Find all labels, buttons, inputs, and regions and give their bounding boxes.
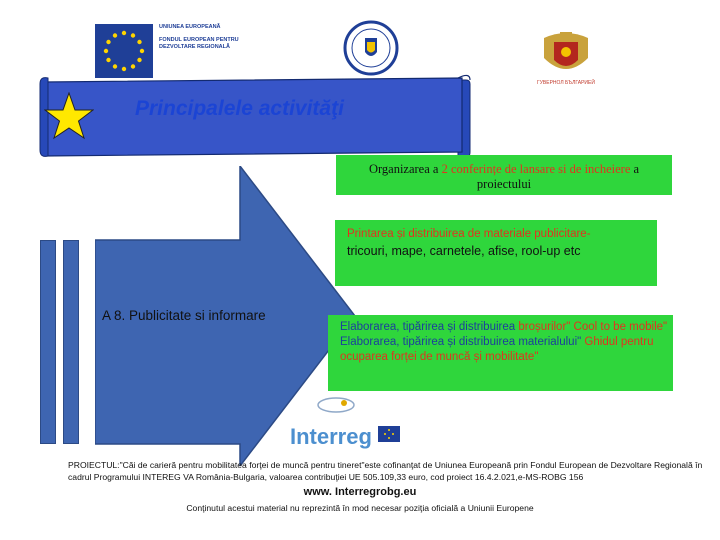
eu-flag-icon: [95, 24, 153, 78]
star-icon: [44, 92, 94, 140]
activity-label: A 8. Publicitate si informare: [102, 308, 266, 323]
activity-box-conferences: [336, 155, 672, 195]
box3-line-a-highlight: broșurilor" Cool to be mobile": [518, 321, 668, 333]
activity-box-brochures: [328, 315, 673, 391]
box1-prefix: Organizarea a: [368, 162, 442, 176]
eu-text-line2: FONDUL EUROPEAN PENTRU: [159, 37, 239, 43]
arrow-tail-bar-1: [40, 240, 56, 444]
box1-line2: proiectului: [476, 177, 532, 191]
box3-line-b-highlight: Ghidul pentru ocuparea forței de muncă și mobilitate": [340, 336, 654, 363]
interreg-logo: [288, 390, 403, 455]
page-title: Principalele activităţi: [135, 97, 344, 120]
box2-line1: Printarea și distribuirea de materiale publicitare-: [347, 228, 591, 240]
box1-suffix: a: [630, 162, 640, 176]
svg-text:Interreg: Interreg: [290, 424, 372, 449]
project-footer-text: PROIECTUL:"Căi de carieră pentru mobilitatea forţei de muncă pentru tineret"este cofinanţat de Uniunea Europeană prin Fondul European de Dezvoltare Regională în cadrul Programului INTEREG VA România-Bulgaria, valoarea contribuţiei UE 505.109,33 euro, cod proiect 16.4.2.021,e-MS-ROBG 156: [68, 460, 703, 482]
box1-highlight: 2 conferințe de lansare si de incheiere: [441, 162, 631, 176]
box2-line2: tricouri, mape, carnetele, afise, rool-up etc: [347, 244, 581, 258]
eu-logo: [95, 22, 255, 78]
box3-line-a-prefix: Elaborarea, tipărirea și distribuirea: [340, 321, 519, 333]
website-link[interactable]: www. Interregrobg.eu: [303, 486, 417, 498]
eu-text-line1: UNIUNEA EUROPEANĂ: [159, 24, 221, 30]
disclaimer-text: Conţinutul acestui material nu reprezintă în mod necesar poziţia oficială a Uniunii Europene: [186, 503, 534, 513]
activity-box-printing: [335, 220, 657, 286]
bulgaria-logo-caption: ГУВЕРНОЛ БЪЛГАРИЕЙ: [537, 80, 595, 86]
box3-line-b-prefix: Elaborarea, tipărirea și distribuirea materialului": [340, 336, 585, 348]
eu-logo-text: [159, 24, 259, 51]
eu-text-line3: DEZVOLTARE REGIONALĂ: [159, 44, 230, 50]
romania-government-logo: [343, 20, 399, 76]
bulgaria-government-logo: [530, 28, 602, 90]
arrow-tail-bar-2: [63, 240, 79, 444]
